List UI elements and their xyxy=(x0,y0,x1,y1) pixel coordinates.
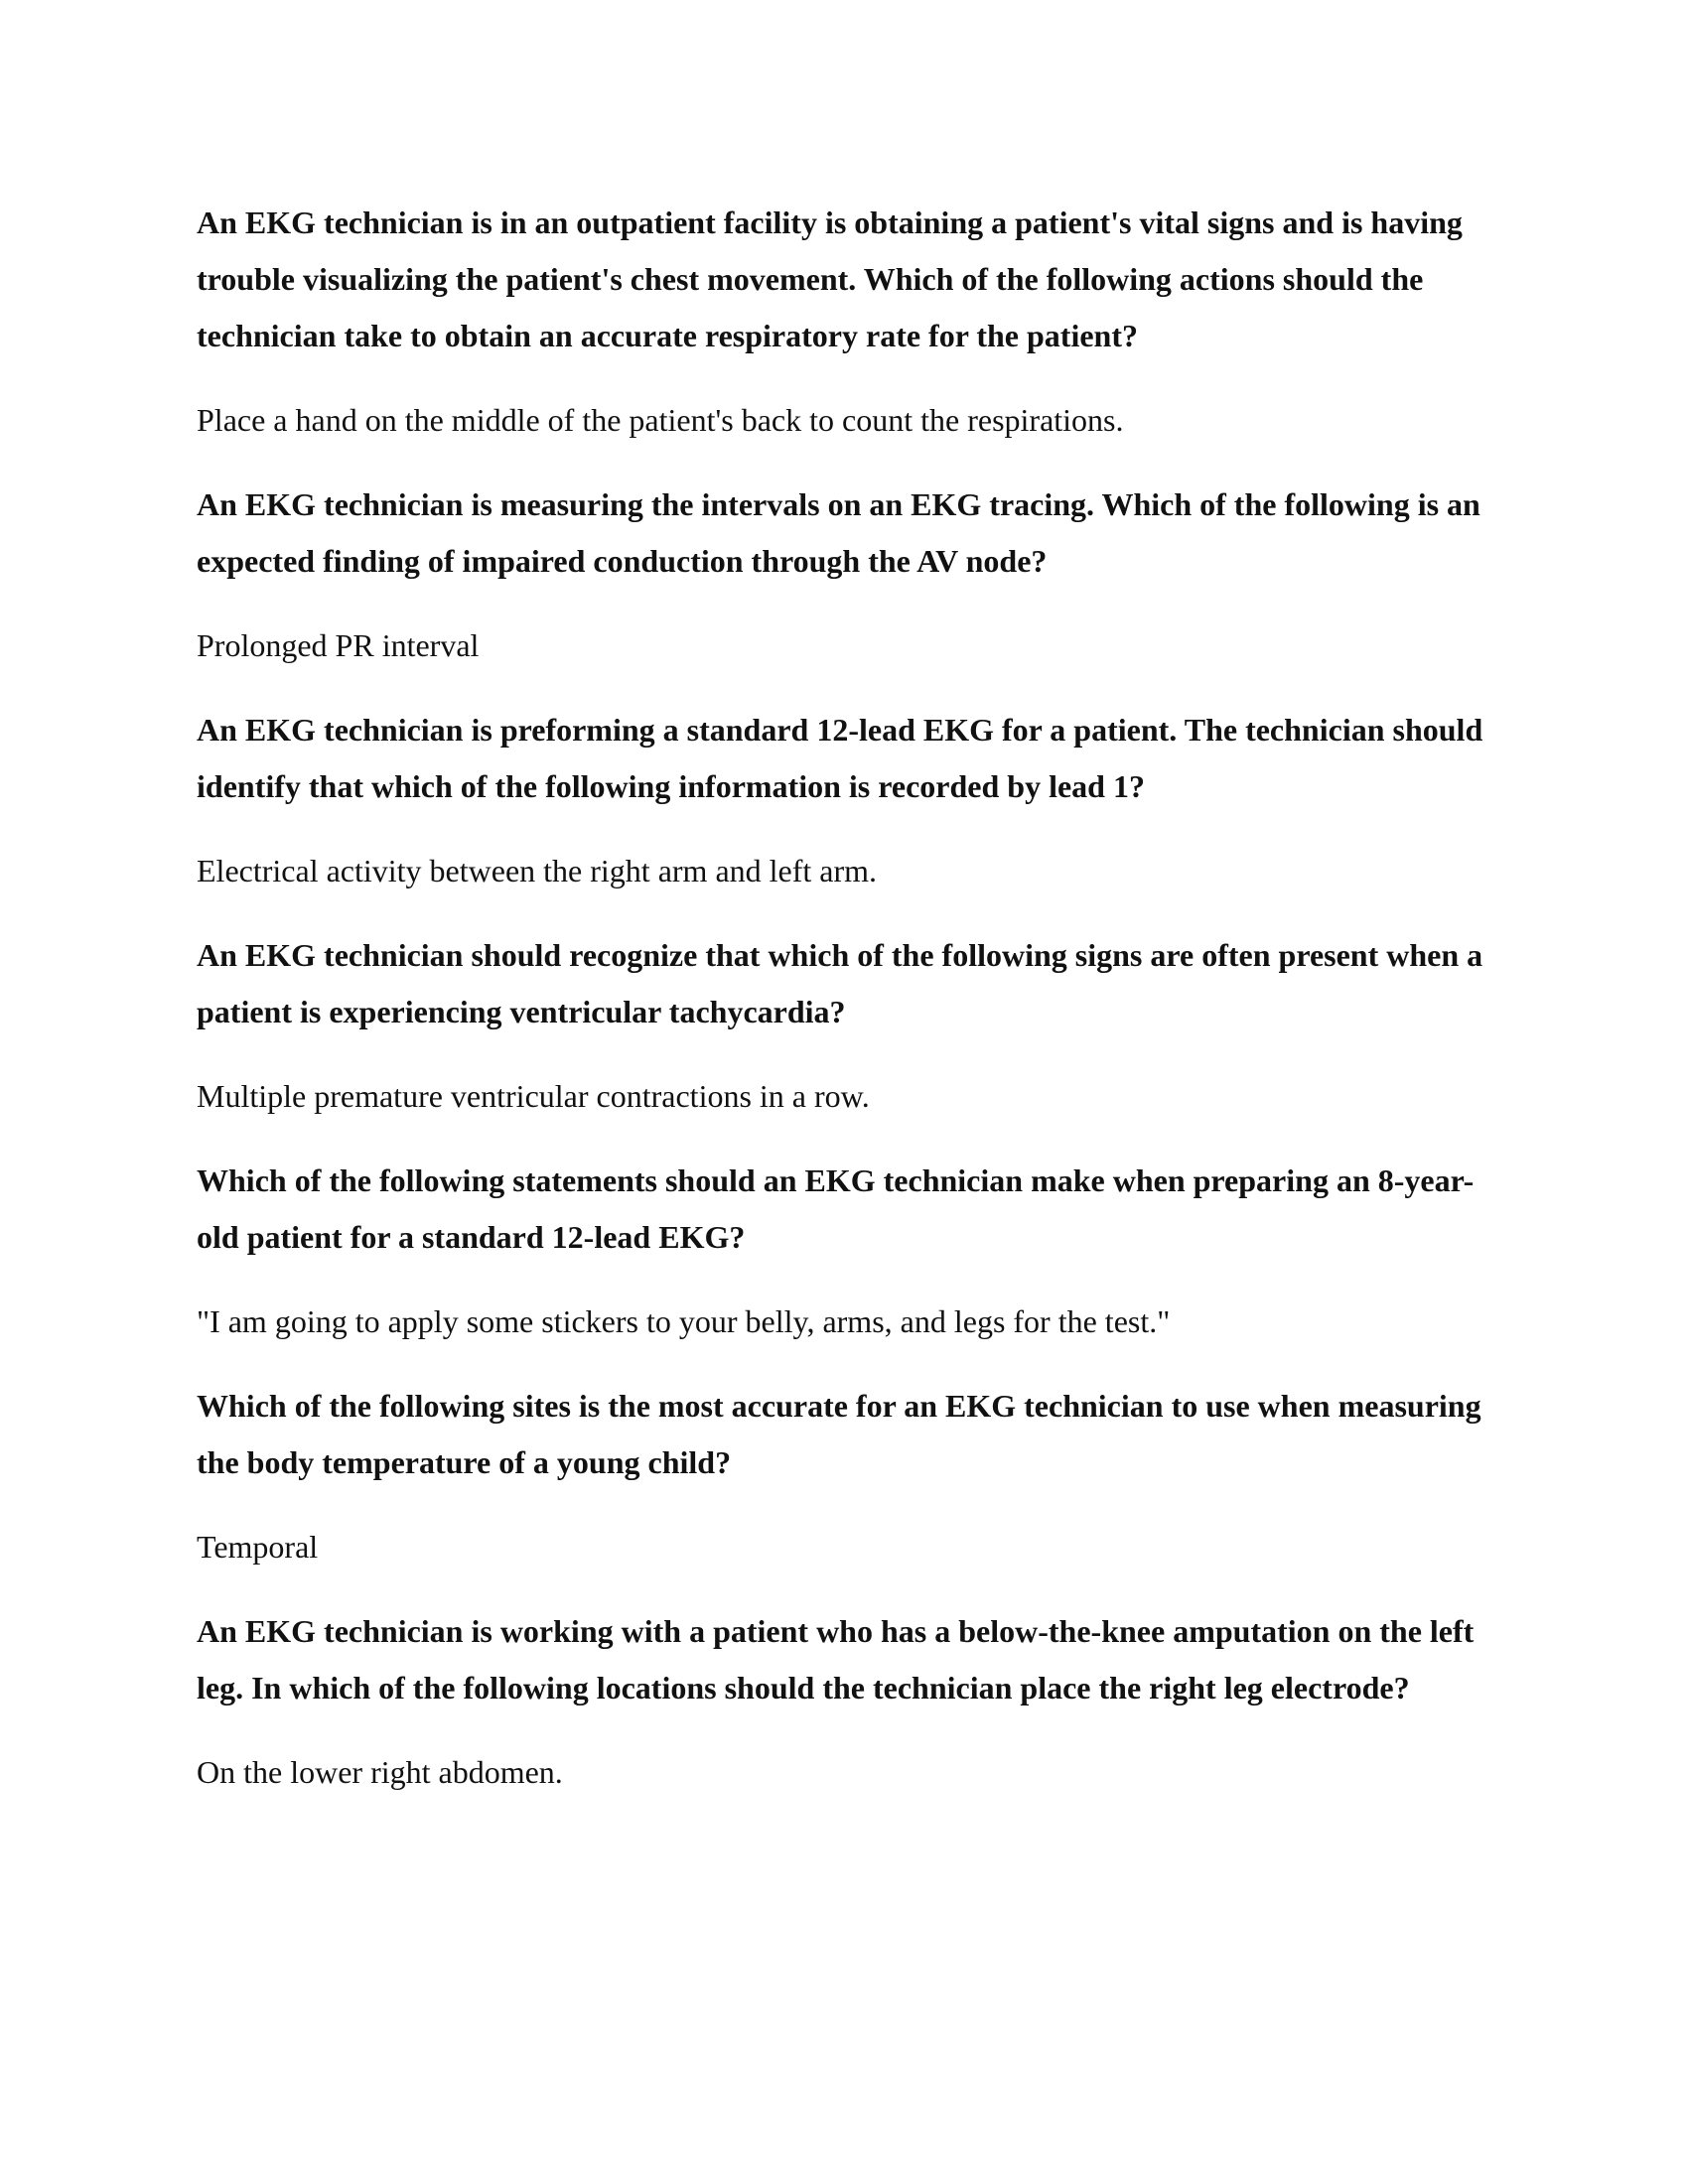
qa-item-2 xyxy=(197,477,1487,674)
qa-item-6 xyxy=(197,1378,1487,1575)
qa-item-3 xyxy=(197,702,1487,899)
question-2: An EKG technician is measuring the intervals on an EKG tracing. Which of the following is an expected finding of impaired conduction through the AV node? xyxy=(197,486,1480,579)
answer-3: Electrical activity between the right arm and left arm. xyxy=(197,853,878,888)
answer-7: On the lower right abdomen. xyxy=(197,1754,563,1790)
document-page xyxy=(197,195,1487,1829)
question-4: An EKG technician should recognize that which of the following signs are often present when a patient is experiencing ventricular tachycardia? xyxy=(197,937,1483,1029)
answer-5: "I am going to apply some stickers to your belly, arms, and legs for the test." xyxy=(197,1303,1171,1339)
qa-item-4 xyxy=(197,927,1487,1125)
question-7: An EKG technician is working with a patient who has a below-the-knee amputation on the left leg. In which of the following locations should the technician place the right leg electrode? xyxy=(197,1613,1475,1706)
answer-1: Place a hand on the middle of the patient's back to count the respirations. xyxy=(197,402,1124,438)
answer-4: Multiple premature ventricular contractions in a row. xyxy=(197,1078,870,1114)
qa-item-5 xyxy=(197,1153,1487,1350)
question-5: Which of the following statements should an EKG technician make when preparing an 8-year-old patient for a standard 12-lead EKG? xyxy=(197,1162,1475,1255)
answer-6: Temporal xyxy=(197,1529,319,1565)
question-6: Which of the following sites is the most accurate for an EKG technician to use when measuring the body temperature of a young child? xyxy=(197,1388,1481,1480)
qa-item-1 xyxy=(197,195,1487,449)
question-3: An EKG technician is preforming a standard 12-lead EKG for a patient. The technician should identify that which of the following information is recorded by lead 1? xyxy=(197,712,1483,804)
qa-item-7 xyxy=(197,1603,1487,1801)
question-1: An EKG technician is in an outpatient facility is obtaining a patient's vital signs and is having trouble visualizing the patient's chest movement. Which of the following actions should the technician take to obtain an accurate respiratory rate for the patient? xyxy=(197,205,1463,353)
answer-2: Prolonged PR interval xyxy=(197,627,480,663)
